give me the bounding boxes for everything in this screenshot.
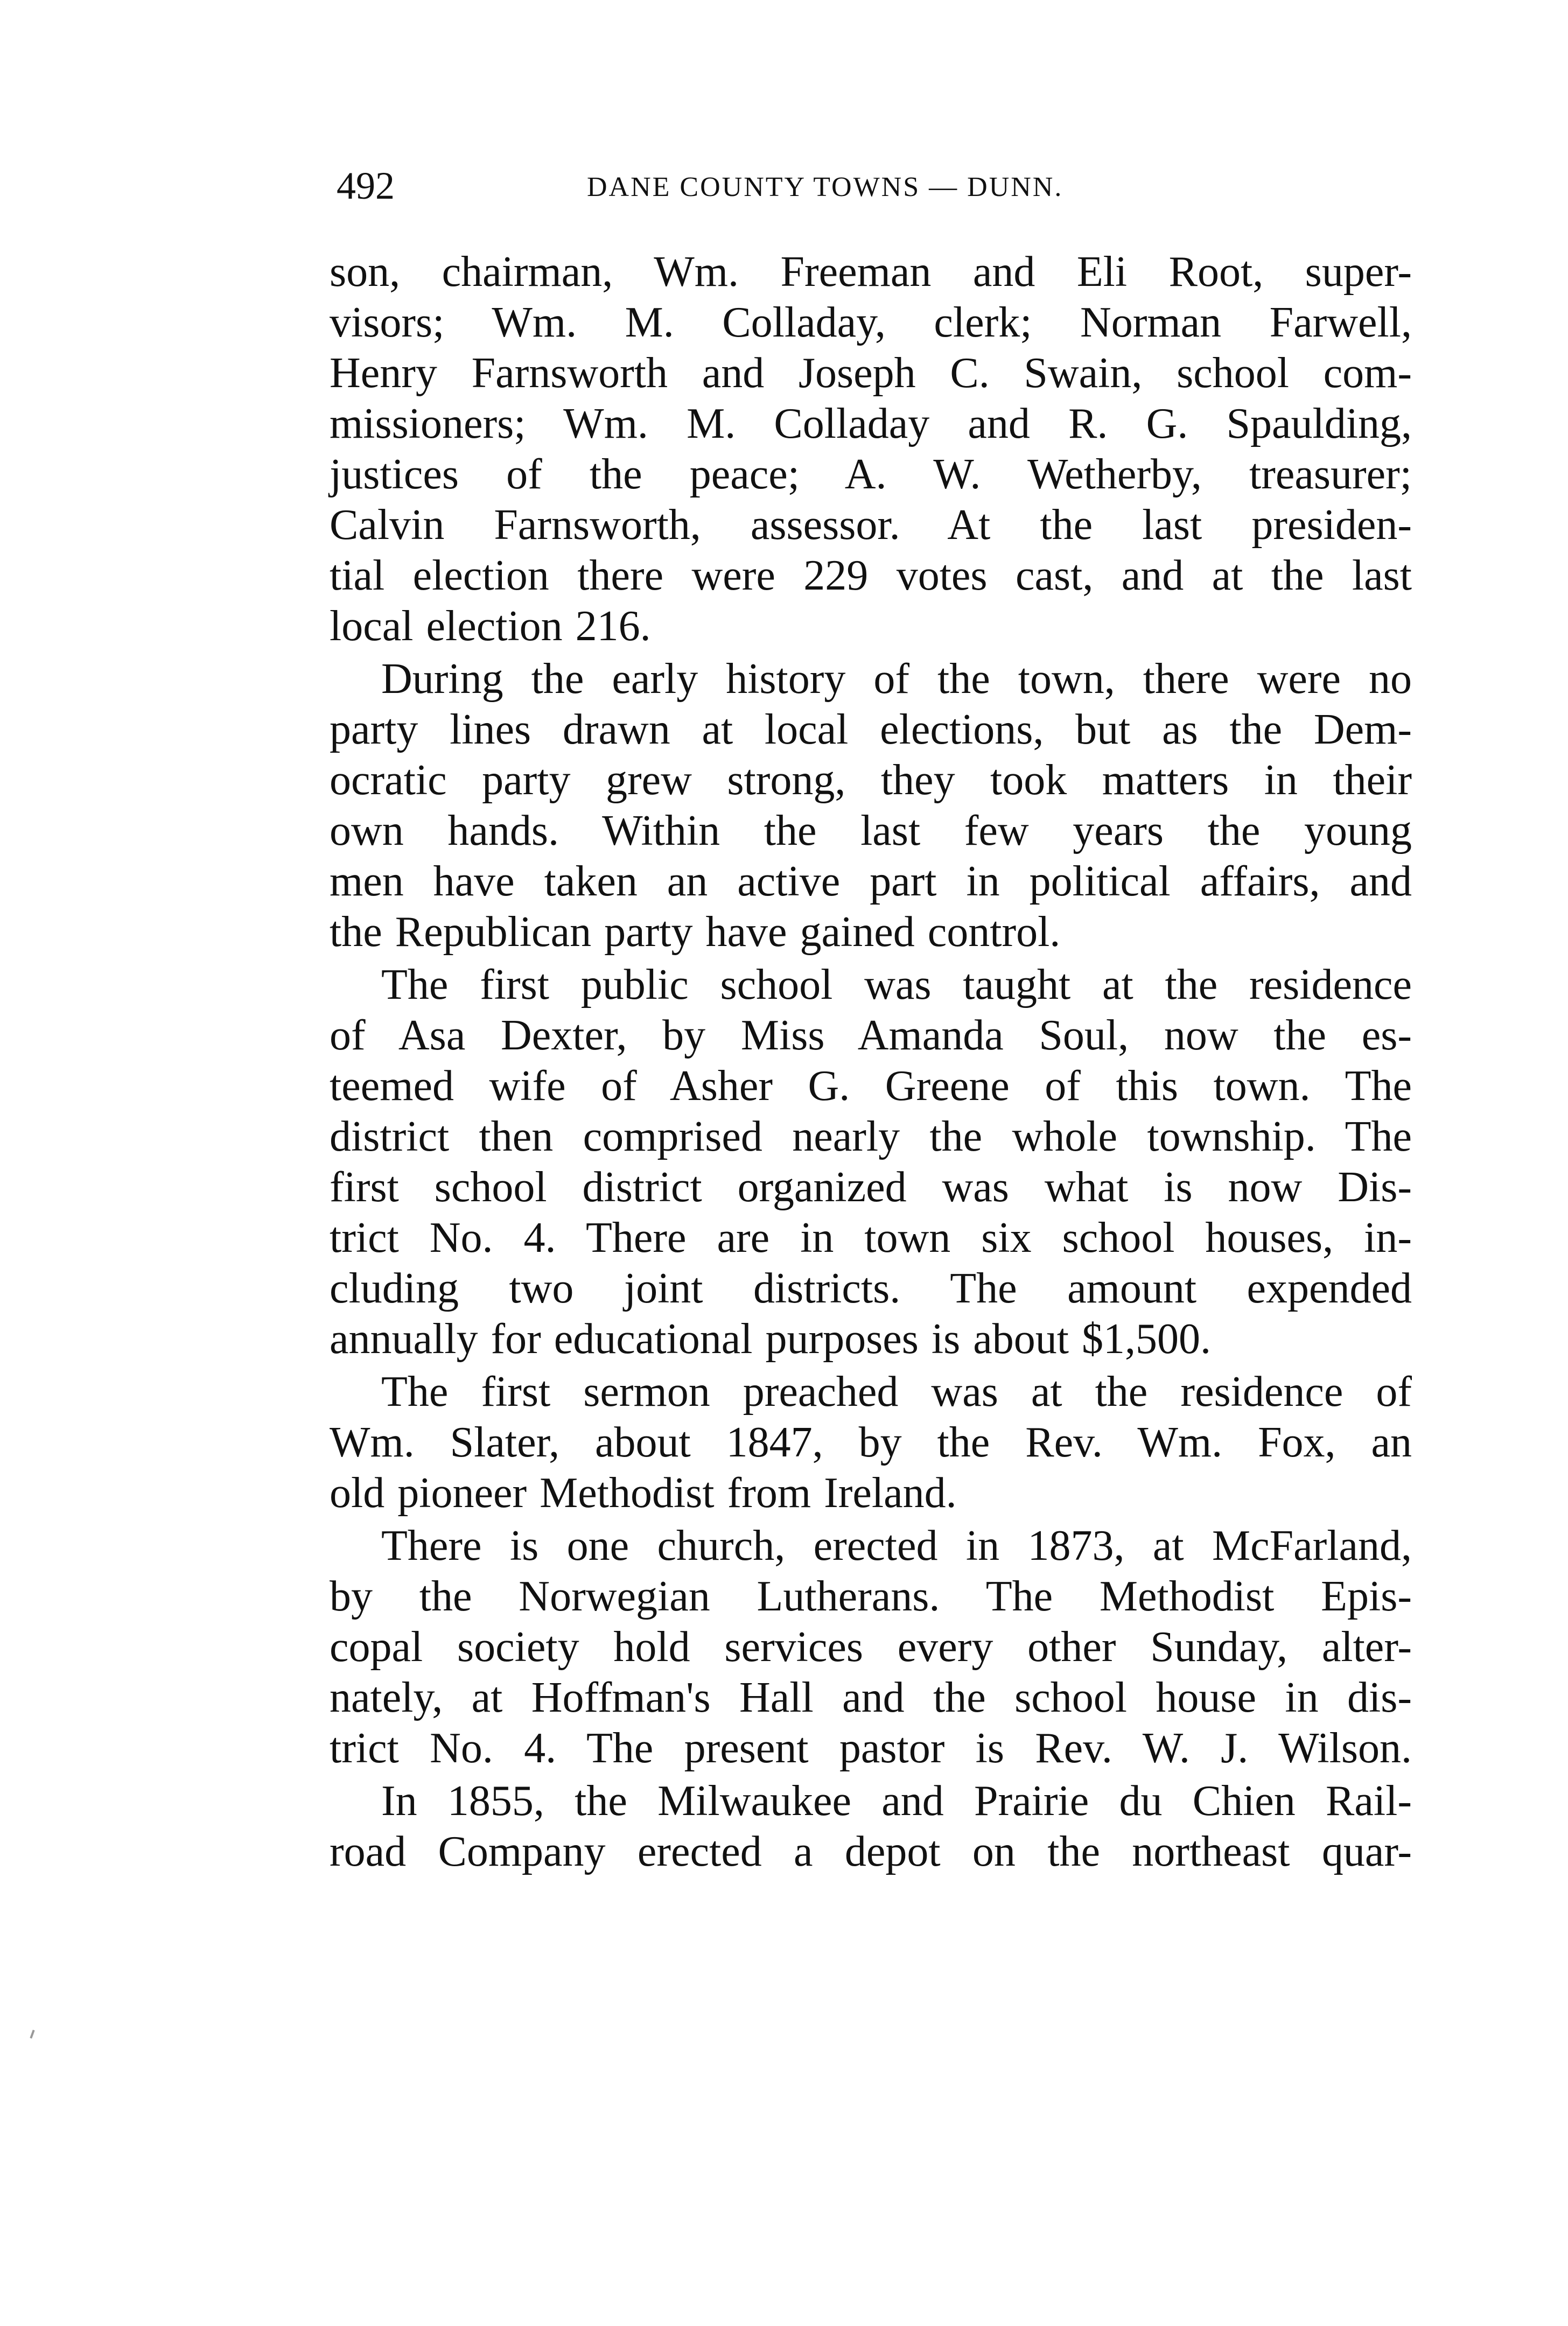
body-text xyxy=(330,247,1412,1877)
text-line: justices of the peace; A. W. Wetherby, treasurer; xyxy=(330,451,1412,498)
text-line: by the Norwegian Lutherans. The Methodist Epis- xyxy=(330,1573,1412,1620)
text-line: own hands. Within the last few years the young xyxy=(330,807,1412,854)
text-line: Wm. Slater, about 1847, by the Rev. Wm. Fox, an xyxy=(330,1419,1412,1466)
text-line: of Asa Dexter, by Miss Amanda Soul, now the es- xyxy=(330,1012,1412,1059)
text-line: men have taken an active part in political affairs, and xyxy=(330,858,1412,905)
text-line: local election 216. xyxy=(330,602,651,650)
text-line: missioners; Wm. M. Colladay and R. G. Spaulding, xyxy=(330,400,1412,447)
text-line: first school district organized was what is now Dis- xyxy=(330,1164,1412,1211)
text-line: annually for educational purposes is about $1,500. xyxy=(330,1315,1211,1363)
text-line: visors; Wm. M. Colladay, clerk; Norman Farwell, xyxy=(330,299,1412,346)
text-line: ocratic party grew strong, they took matters in their xyxy=(330,756,1412,804)
running-head: DANE COUNTY TOWNS — DUNN. xyxy=(587,172,1063,202)
text-line: the Republican party have gained control. xyxy=(330,908,1061,956)
text-line: district then comprised nearly the whole township. The xyxy=(330,1113,1412,1160)
page-number: 492 xyxy=(337,164,395,207)
page-header xyxy=(337,162,1413,210)
text-line: trict No. 4. There are in town six school houses, in- xyxy=(330,1214,1412,1262)
text-line: son, chairman, Wm. Freeman and Eli Root, super- xyxy=(330,248,1412,296)
paragraph-first-line: The first public school was taught at the residence xyxy=(381,961,1412,1008)
text-line: teemed wife of Asher G. Greene of this town. The xyxy=(330,1062,1412,1110)
text-line: cluding two joint districts. The amount expended xyxy=(330,1265,1412,1312)
paper-speck xyxy=(30,2030,34,2038)
paragraph-first-line: In 1855, the Milwaukee and Prairie du Chien Rail- xyxy=(381,1777,1412,1825)
paragraph-first-line: The first sermon preached was at the residence of xyxy=(381,1368,1412,1416)
text-line: nately, at Hoffman's Hall and the school house in dis- xyxy=(330,1674,1412,1721)
text-line: trict No. 4. The present pastor is Rev. W. J. Wilson. xyxy=(330,1725,1412,1772)
text-line: Calvin Farnsworth, assessor. At the last presiden- xyxy=(330,501,1412,549)
paragraph-first-line: There is one church, erected in 1873, at McFarland, xyxy=(381,1522,1412,1570)
text-line: road Company erected a depot on the northeast quar- xyxy=(330,1828,1412,1875)
text-line: party lines drawn at local elections, but as the Dem- xyxy=(330,706,1412,753)
text-line: Henry Farnsworth and Joseph C. Swain, school com- xyxy=(330,349,1412,397)
paragraph-first-line: During the early history of the town, there were no xyxy=(381,655,1412,703)
text-line: tial election there were 229 votes cast, and at the last xyxy=(330,552,1412,599)
text-line: copal society hold services every other Sunday, alter- xyxy=(330,1623,1412,1671)
text-line: old pioneer Methodist from Ireland. xyxy=(330,1469,957,1517)
